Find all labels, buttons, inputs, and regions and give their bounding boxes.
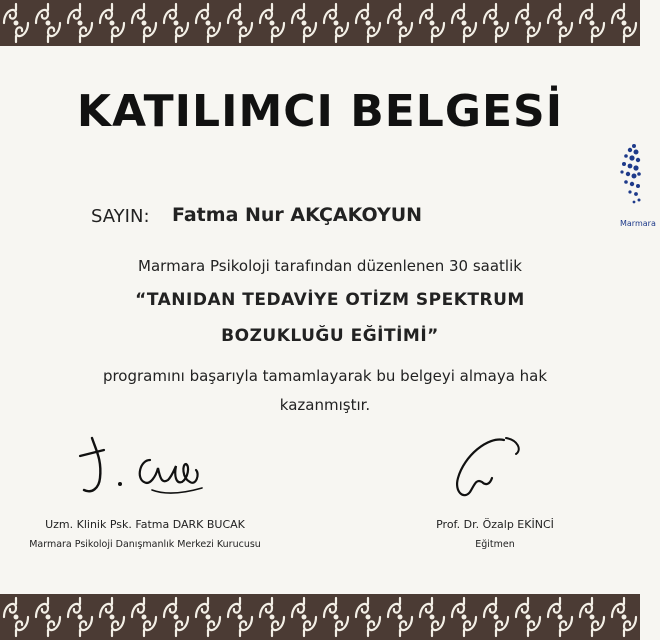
left-signatory-name: Uzm. Klinik Psk. Fatma DARK BUCAK bbox=[45, 518, 245, 531]
right-signature bbox=[448, 430, 538, 510]
certificate-title: KATILIMCI BELGESİ bbox=[76, 86, 564, 137]
top-ornamental-border bbox=[0, 0, 640, 46]
intro-line: Marmara Psikoloji tarafından düzenlenen 30 saatlik bbox=[138, 257, 522, 275]
right-signatory-name: Prof. Dr. Özalp EKİNCİ bbox=[436, 518, 554, 531]
course-title-line-1: “TANIDAN TEDAVİYE OTİZM SPEKTRUM bbox=[135, 290, 525, 310]
recipient-name: Fatma Nur AKÇAKOYUN bbox=[172, 204, 423, 226]
left-signature bbox=[78, 430, 208, 510]
completion-line-1: programını başarıyla tamamlayarak bu belgeyi almaya hak bbox=[102, 367, 548, 385]
course-title-line-2: BOZUKLUĞU EĞİTİMİ” bbox=[221, 326, 439, 346]
completion-line-2: kazanmıştır. bbox=[279, 396, 371, 414]
left-signatory-role: Marmara Psikoloji Danışmanlık Merkezi Kurucusu bbox=[29, 539, 261, 550]
right-signatory-role: Eğitmen bbox=[475, 539, 515, 550]
salutation-label: SAYIN: bbox=[91, 206, 150, 227]
logo-text: Marmara bbox=[620, 219, 656, 228]
bottom-ornamental-border bbox=[0, 594, 640, 640]
